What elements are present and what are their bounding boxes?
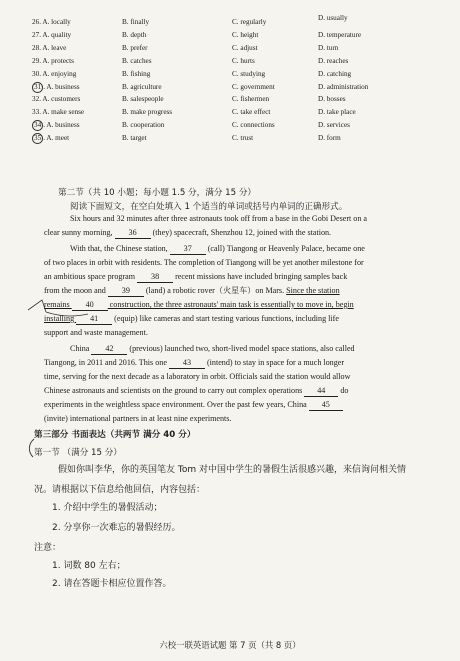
option-d: D. reaches <box>318 56 349 65</box>
passage-line: Tiangong, in 2011 and 2016. This one 43 (intend) to stay in space for a much longer <box>44 358 345 367</box>
passage-line: an ambitious space program 38 recent missions have included bringing samples back <box>44 272 348 281</box>
option-c: C. trust <box>232 134 254 143</box>
option-row <box>0 119 460 131</box>
option-c: C. take effect <box>232 108 271 117</box>
blank-37: 37 <box>170 243 206 255</box>
option-a: 34 . A. business <box>34 121 80 130</box>
option-row <box>0 81 460 93</box>
question-number: 32 <box>32 95 40 104</box>
option-d: D. temperature <box>318 30 362 39</box>
option-text: A. enjoying <box>42 69 77 78</box>
option-b: B. target <box>122 134 147 143</box>
blank-41: 41 <box>76 313 112 325</box>
option-d: D. form <box>318 134 341 143</box>
option-text: A. locally <box>42 18 71 26</box>
passage-line: China 42 (previous) launched two, short-lived model space stations, also called <box>70 344 355 353</box>
option-a: 31 . A. business <box>34 82 80 91</box>
option-row <box>0 68 460 80</box>
option-c: C. studying <box>232 69 266 78</box>
option-d: D. take place <box>318 108 356 117</box>
option-b: B. prefer <box>122 43 148 52</box>
part3-heading: 第三部分 书面表达（共两节 满分 40 分） <box>34 430 196 440</box>
blank-43: 43 <box>169 357 205 369</box>
page-footer: 六校一联英语试题 第 7 页（共 8 页） <box>159 640 301 650</box>
question-number: 33 <box>32 108 40 117</box>
option-d: D. catching <box>318 69 352 78</box>
option-b: B. salespeople <box>122 95 164 104</box>
passage-line: time, serving for the next decade as a laboratory in orbit. Officials said the station would allow <box>44 372 351 381</box>
option-a: 32. A. customers <box>32 95 81 104</box>
passage-line: Chinese astronauts and scientists on the ground to carry out complex operations 44 do <box>44 386 349 395</box>
option-row <box>0 106 460 118</box>
passage-line: Six hours and 32 minutes after three astronauts took off from a base in the Gobi Desert on a <box>70 214 367 223</box>
writing-prompt: 假如你叫李华，你的英国笔友 Tom 对中国中学生的暑假生活很感兴趣，来信询问相关情 <box>58 465 406 475</box>
question-number: 26 <box>32 18 40 26</box>
question-number: 30 <box>32 69 40 78</box>
option-c: C. government <box>232 82 275 91</box>
option-d: D. services <box>318 121 350 130</box>
option-c: C. regularly <box>232 18 267 26</box>
passage-line: With that, the Chinese station, 37 (call) Tiangong or Heavenly Palace, became one <box>70 244 365 253</box>
blank-36: 36 <box>115 227 151 239</box>
passage-line: of two places in orbit with residents. The completion of Tiangong will be yet another milestone for <box>44 258 364 267</box>
option-d: D. usually <box>318 14 348 22</box>
option-row <box>0 55 460 67</box>
option-b: B. finally <box>122 18 150 26</box>
question-number: 35 <box>34 134 42 143</box>
blank-40: 40 <box>72 299 108 311</box>
option-text: A. customers <box>42 95 81 104</box>
blank-38: 38 <box>137 271 173 283</box>
option-c: C. height <box>232 30 259 39</box>
note-item: 2. 请在答题卡相应位置作答。 <box>52 579 172 589</box>
question-number: 28 <box>32 43 40 52</box>
blank-44: 44 <box>304 385 338 397</box>
passage-line: remains 40 construction, the three astronauts' main task is essentially to move in, begin <box>44 300 354 309</box>
option-a: 29. A. protects <box>32 56 74 65</box>
blank-39: 39 <box>108 285 144 297</box>
note-item: 1. 词数 80 左右； <box>52 561 126 571</box>
option-a: 27. A. quality <box>32 30 72 39</box>
option-text: A. business <box>46 82 80 91</box>
option-c: C. adjust <box>232 43 258 52</box>
part3-subheading: 第一节 （满分 15 分） <box>34 448 122 458</box>
option-c: C. connections <box>232 121 275 130</box>
question-number: 29 <box>32 56 40 65</box>
option-row <box>0 132 460 144</box>
blank-45: 45 <box>309 399 343 411</box>
option-row <box>0 29 460 41</box>
option-b: B. fishing <box>122 69 151 78</box>
pen-annotation <box>24 290 94 330</box>
option-text: A. leave <box>42 43 67 52</box>
passage-line: from the moon and 39 (land) a robotic rover（火星车）on Mars. Since the station <box>44 286 340 295</box>
blank-42: 42 <box>91 343 127 355</box>
passage-line: (invite) international partners in at least nine experiments. <box>44 414 232 423</box>
notes-label: 注意： <box>34 543 62 553</box>
option-b: B. depth <box>122 30 147 39</box>
option-text: A. make sense <box>42 108 85 117</box>
writing-item: 2. 分享你一次难忘的暑假经历。 <box>52 523 181 533</box>
option-b: B. catches <box>122 56 152 65</box>
question-number: 31 <box>34 82 42 91</box>
question-number: 27 <box>32 30 40 39</box>
option-a: 30. A. enjoying <box>32 69 77 78</box>
option-a: 28. A. leave <box>32 43 67 52</box>
option-c: C. hurts <box>232 56 255 65</box>
option-text: A. meet <box>46 134 70 143</box>
option-c: C. fishermen <box>232 95 270 104</box>
option-text: A. business <box>46 121 80 130</box>
option-a: 33. A. make sense <box>32 108 85 117</box>
option-d: D. administration <box>318 82 369 91</box>
writing-item: 1. 介绍中学生的暑假活动； <box>52 503 163 513</box>
writing-prompt: 况。请根据以下信息给他回信，内容包括： <box>34 485 206 495</box>
option-b: B. agriculture <box>122 82 162 91</box>
passage-line: clear sunny morning, 36 (they) spacecraft, Shenzhou 12, joined with the station. <box>44 228 332 237</box>
option-text: A. protects <box>42 56 74 65</box>
section2-instruction: 阅读下面短文，在空白处填入 1 个适当的单词或括号内单词的正确形式。 <box>70 202 348 212</box>
option-d: D. turn <box>318 43 339 52</box>
option-b: B. make progress <box>122 108 173 117</box>
option-text: A. quality <box>42 30 72 39</box>
option-row <box>0 42 460 54</box>
question-number: 34 <box>34 121 42 130</box>
option-d: D. bosses <box>318 95 346 104</box>
option-a: 35 . A. meet <box>34 134 70 143</box>
option-row <box>0 16 460 28</box>
passage-line: installing 41 (equip) like cameras and start testing various functions, including life <box>44 314 339 323</box>
passage-line: support and waste management. <box>44 328 148 337</box>
section2-heading: 第二节（共 10 小题；每小题 1.5 分，满分 15 分） <box>58 188 257 198</box>
option-b: B. cooperation <box>122 121 165 130</box>
passage-line: experiments in the weightless space environment. Over the past few years, China 45 <box>44 398 343 412</box>
option-a: 26. A. locally <box>32 18 71 26</box>
option-row <box>0 93 460 105</box>
